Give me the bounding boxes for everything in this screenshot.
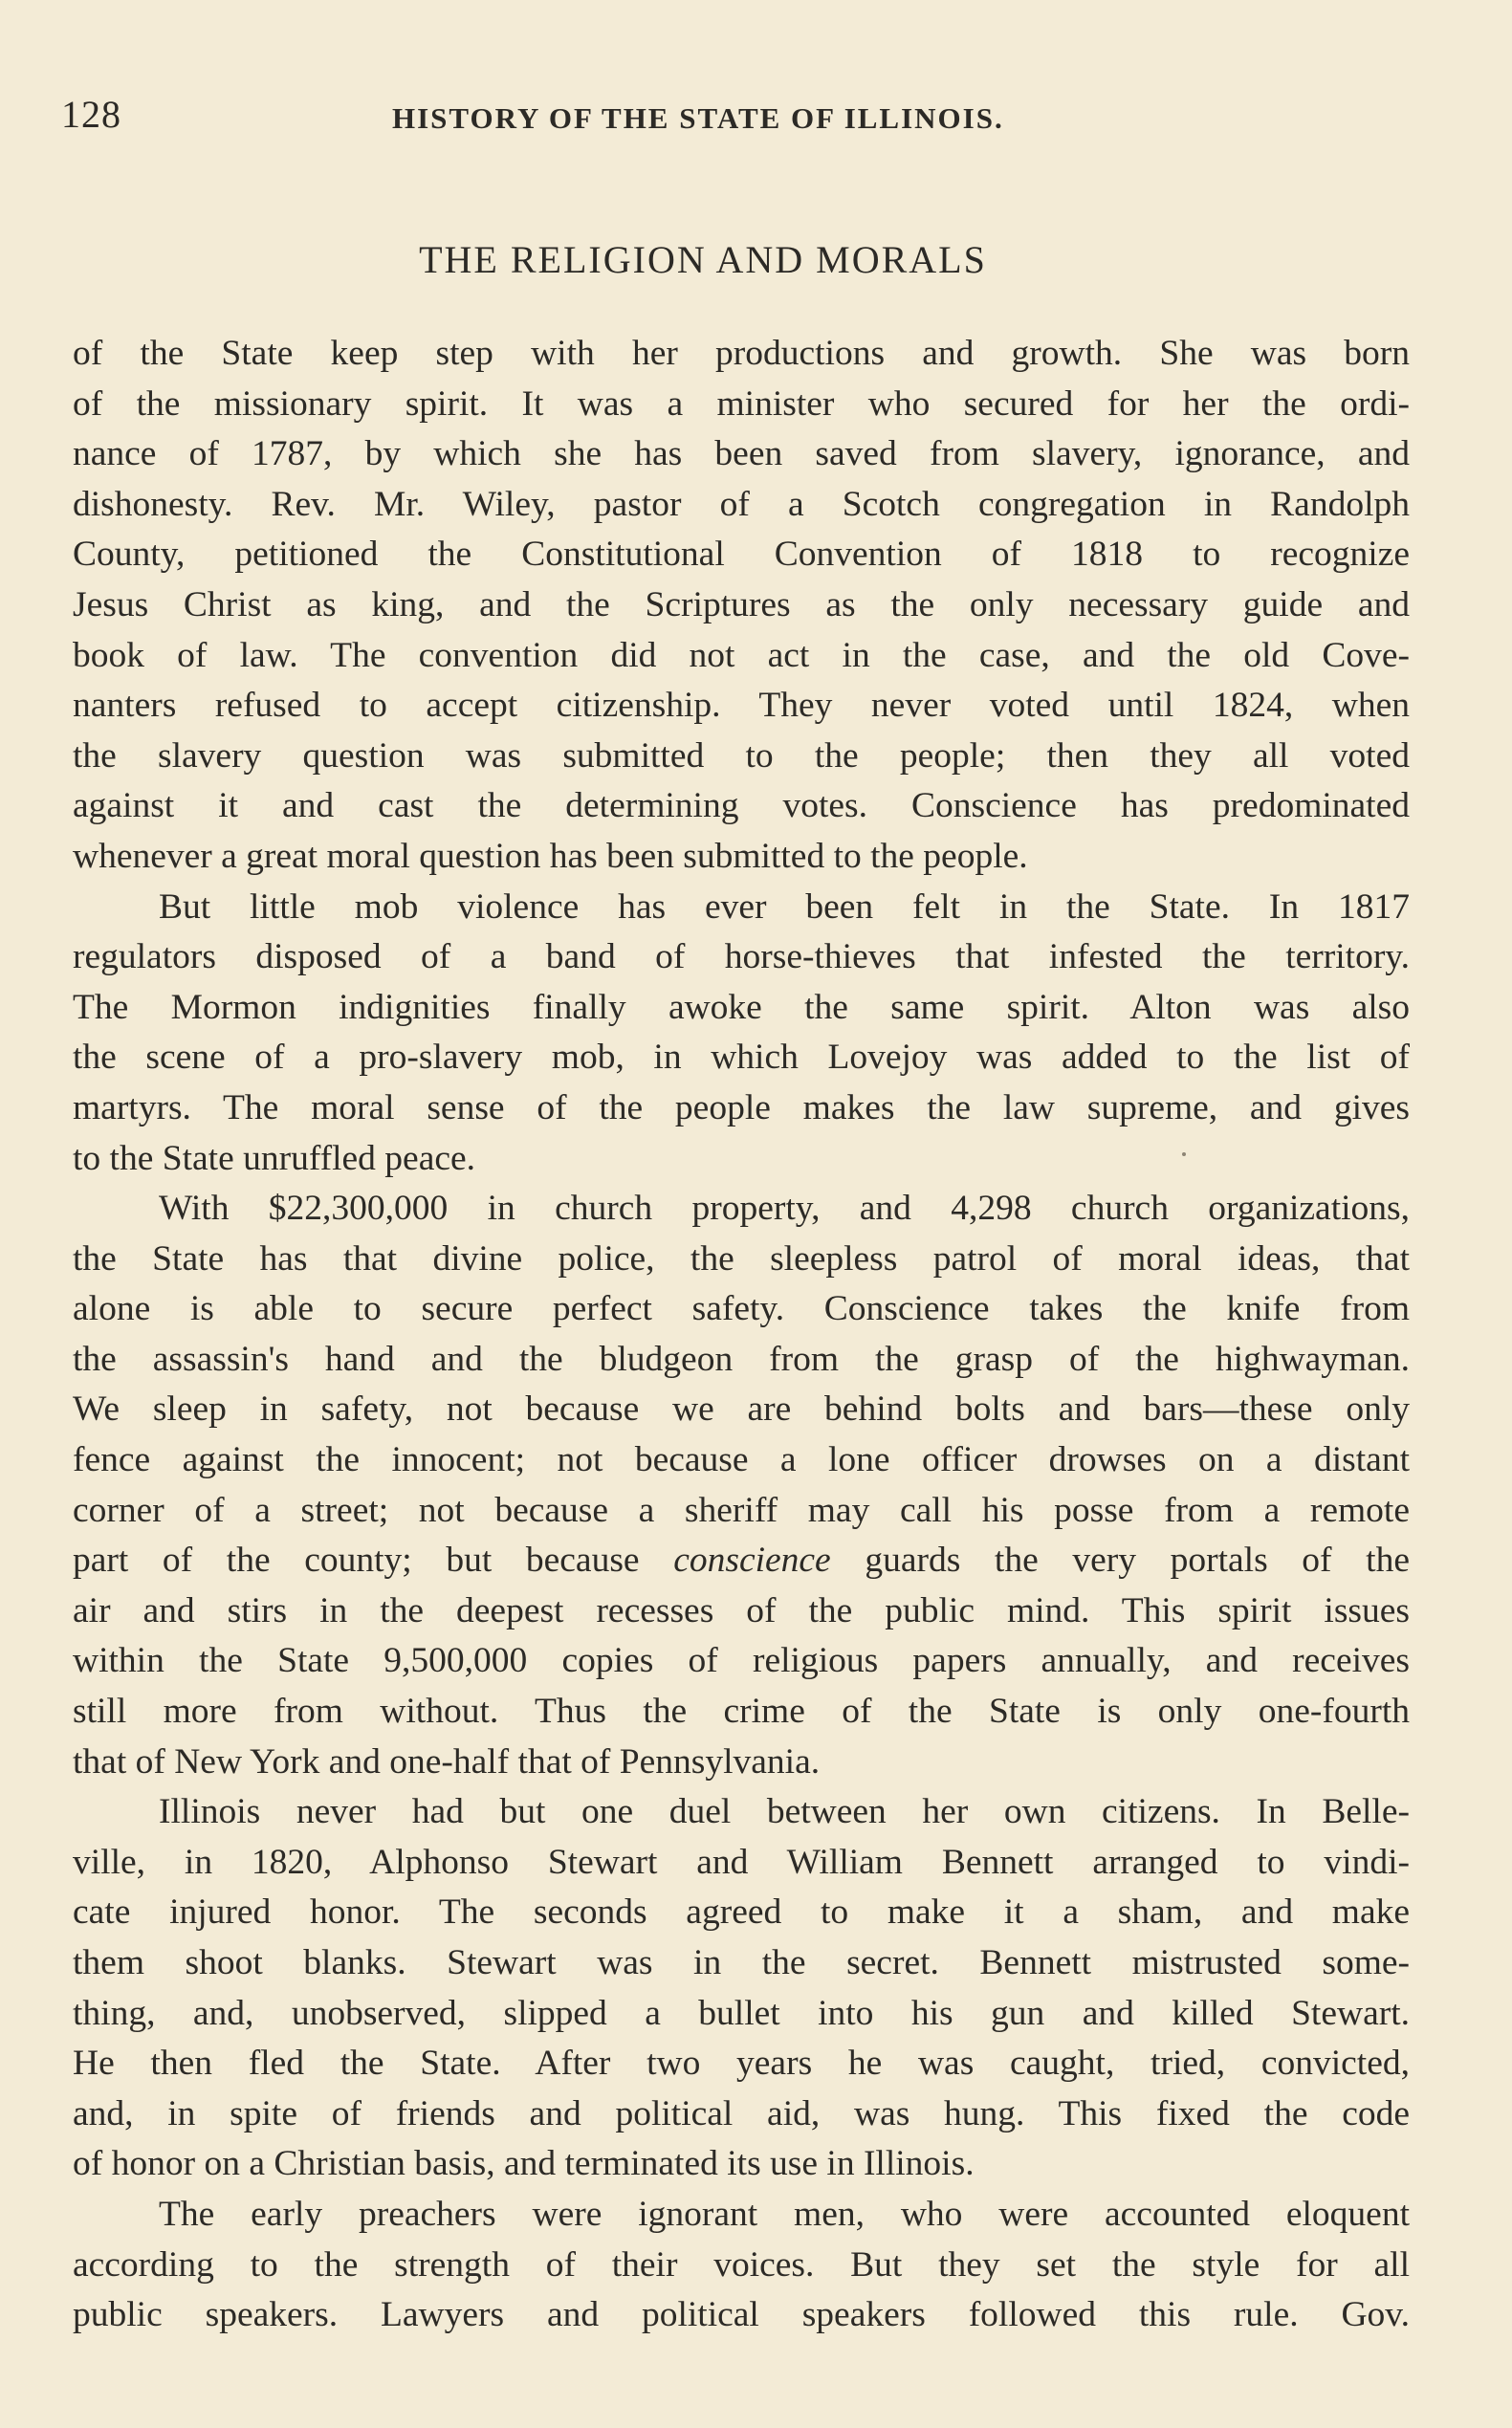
body-text (73, 329, 1410, 2341)
text-line: of the missionary spirit. It was a minister who secured for her the ordi- (73, 383, 1410, 424)
text-line: of honor on a Christian basis, and terminated its use in Illinois. (73, 2144, 975, 2184)
paragraph (73, 1787, 1410, 2190)
text-line: within the State 9,500,000 copies of religious papers annually, and receives (73, 1641, 1410, 1681)
text-line: fence against the innocent; not because a lone officer drowses on a distant (73, 1440, 1410, 1480)
text-line: to the State unruffled peace. (73, 1138, 476, 1178)
page-number: 128 (61, 93, 121, 136)
text-line: dishonesty. Rev. Mr. Wiley, pastor of a Scotch congregation in Randolph (73, 484, 1410, 524)
text-line: corner of a street; not because a sheriff may call his posse from a remote (73, 1490, 1410, 1530)
text-line: nance of 1787, by which she has been saved from slavery, ignorance, and (73, 434, 1410, 474)
text-line: With $22,300,000 in church property, and 4,298 church organizations, (159, 1189, 1410, 1229)
paragraph (73, 883, 1410, 1185)
text-line: regulators disposed of a band of horse-thieves that infested the territory. (73, 937, 1410, 977)
text-line: cate injured honor. The seconds agreed to make it a sham, and make (73, 1892, 1410, 1933)
text-line: of the State keep step with her productions and growth. She was born (73, 334, 1410, 373)
text-line: the slavery question was submitted to the people; then they all voted (73, 735, 1410, 776)
text-line: the assassin's hand and the bludgeon from the grasp of the highwayman. (73, 1339, 1410, 1379)
paragraph (73, 329, 1410, 883)
text-line: ville, in 1820, Alphonso Stewart and William Bennett arranged to vindi- (73, 1842, 1410, 1882)
running-head: HISTORY OF THE STATE OF ILLINOIS. (392, 101, 1004, 135)
text-line: air and stirs in the deepest recesses of the public mind. This spirit issues (73, 1590, 1410, 1630)
text-line: alone is able to secure perfect safety. Conscience takes the knife from (73, 1289, 1410, 1329)
text-line: still more from without. Thus the crime of the State is only one-fourth (73, 1692, 1410, 1732)
paragraph (73, 2190, 1410, 2341)
text-line: But little mob violence has ever been felt in the State. In 1817 (159, 886, 1410, 927)
text-line: Jesus Christ as king, and the Scriptures as the only necessary guide and (73, 584, 1410, 624)
text-line: against it and cast the determining votes. Conscience has predominated (73, 786, 1410, 826)
text-segment: guards the very portals of the (830, 1541, 1410, 1581)
text-line: them shoot blanks. Stewart was in the secret. Bennett mistrusted some- (73, 1943, 1410, 1982)
text-line: public speakers. Lawyers and political speakers followed this rule. Gov. (73, 2295, 1410, 2335)
text-line: and, in spite of friends and political aid, was hung. This fixed the code (73, 2093, 1410, 2133)
text-line: whenever a great moral question has been submitted to the people. (73, 836, 1028, 876)
text-line: book of law. The convention did not act in the case, and the old Cove- (73, 635, 1410, 675)
text-line: nanters refused to accept citizenship. They never voted until 1824, when (73, 686, 1410, 726)
text-line: the scene of a pro-slavery mob, in which Lovejoy was added to the list of (73, 1038, 1410, 1078)
text-line: according to the strength of their voices. But they set the style for all (73, 2244, 1410, 2285)
text-line-with-emphasis (73, 1536, 1410, 1586)
emphasized-word: conscience (673, 1541, 831, 1581)
text-line: The Mormon indignities finally awoke the same spirit. Alton was also (73, 987, 1410, 1027)
text-segment: part of the county; but because (73, 1541, 674, 1581)
text-line: We sleep in safety, not because we are behind bolts and bars—these only (73, 1389, 1410, 1430)
text-line: martyrs. The moral sense of the people makes the law supreme, and gives (73, 1087, 1410, 1127)
text-line: that of New York and one-half that of Pennsylvania. (73, 1741, 821, 1782)
text-line: He then fled the State. After two years he was caught, tried, convicted, (73, 2044, 1410, 2084)
text-line: thing, and, unobserved, slipped a bullet into his gun and killed Stewart. (73, 1993, 1410, 2033)
text-line: the State has that divine police, the sleepless patrol of moral ideas, that (73, 1238, 1410, 1279)
text-line: County, petitioned the Constitutional Convention of 1818 to recognize (73, 535, 1410, 575)
section-title: THE RELIGION AND MORALS (419, 238, 987, 281)
paper-speck (1182, 1152, 1186, 1156)
paragraph (73, 1184, 1410, 1787)
text-line: The early preachers were ignorant men, who were accounted eloquent (159, 2194, 1410, 2234)
text-line: Illinois never had but one duel between her own citizens. In Belle- (159, 1792, 1410, 1832)
